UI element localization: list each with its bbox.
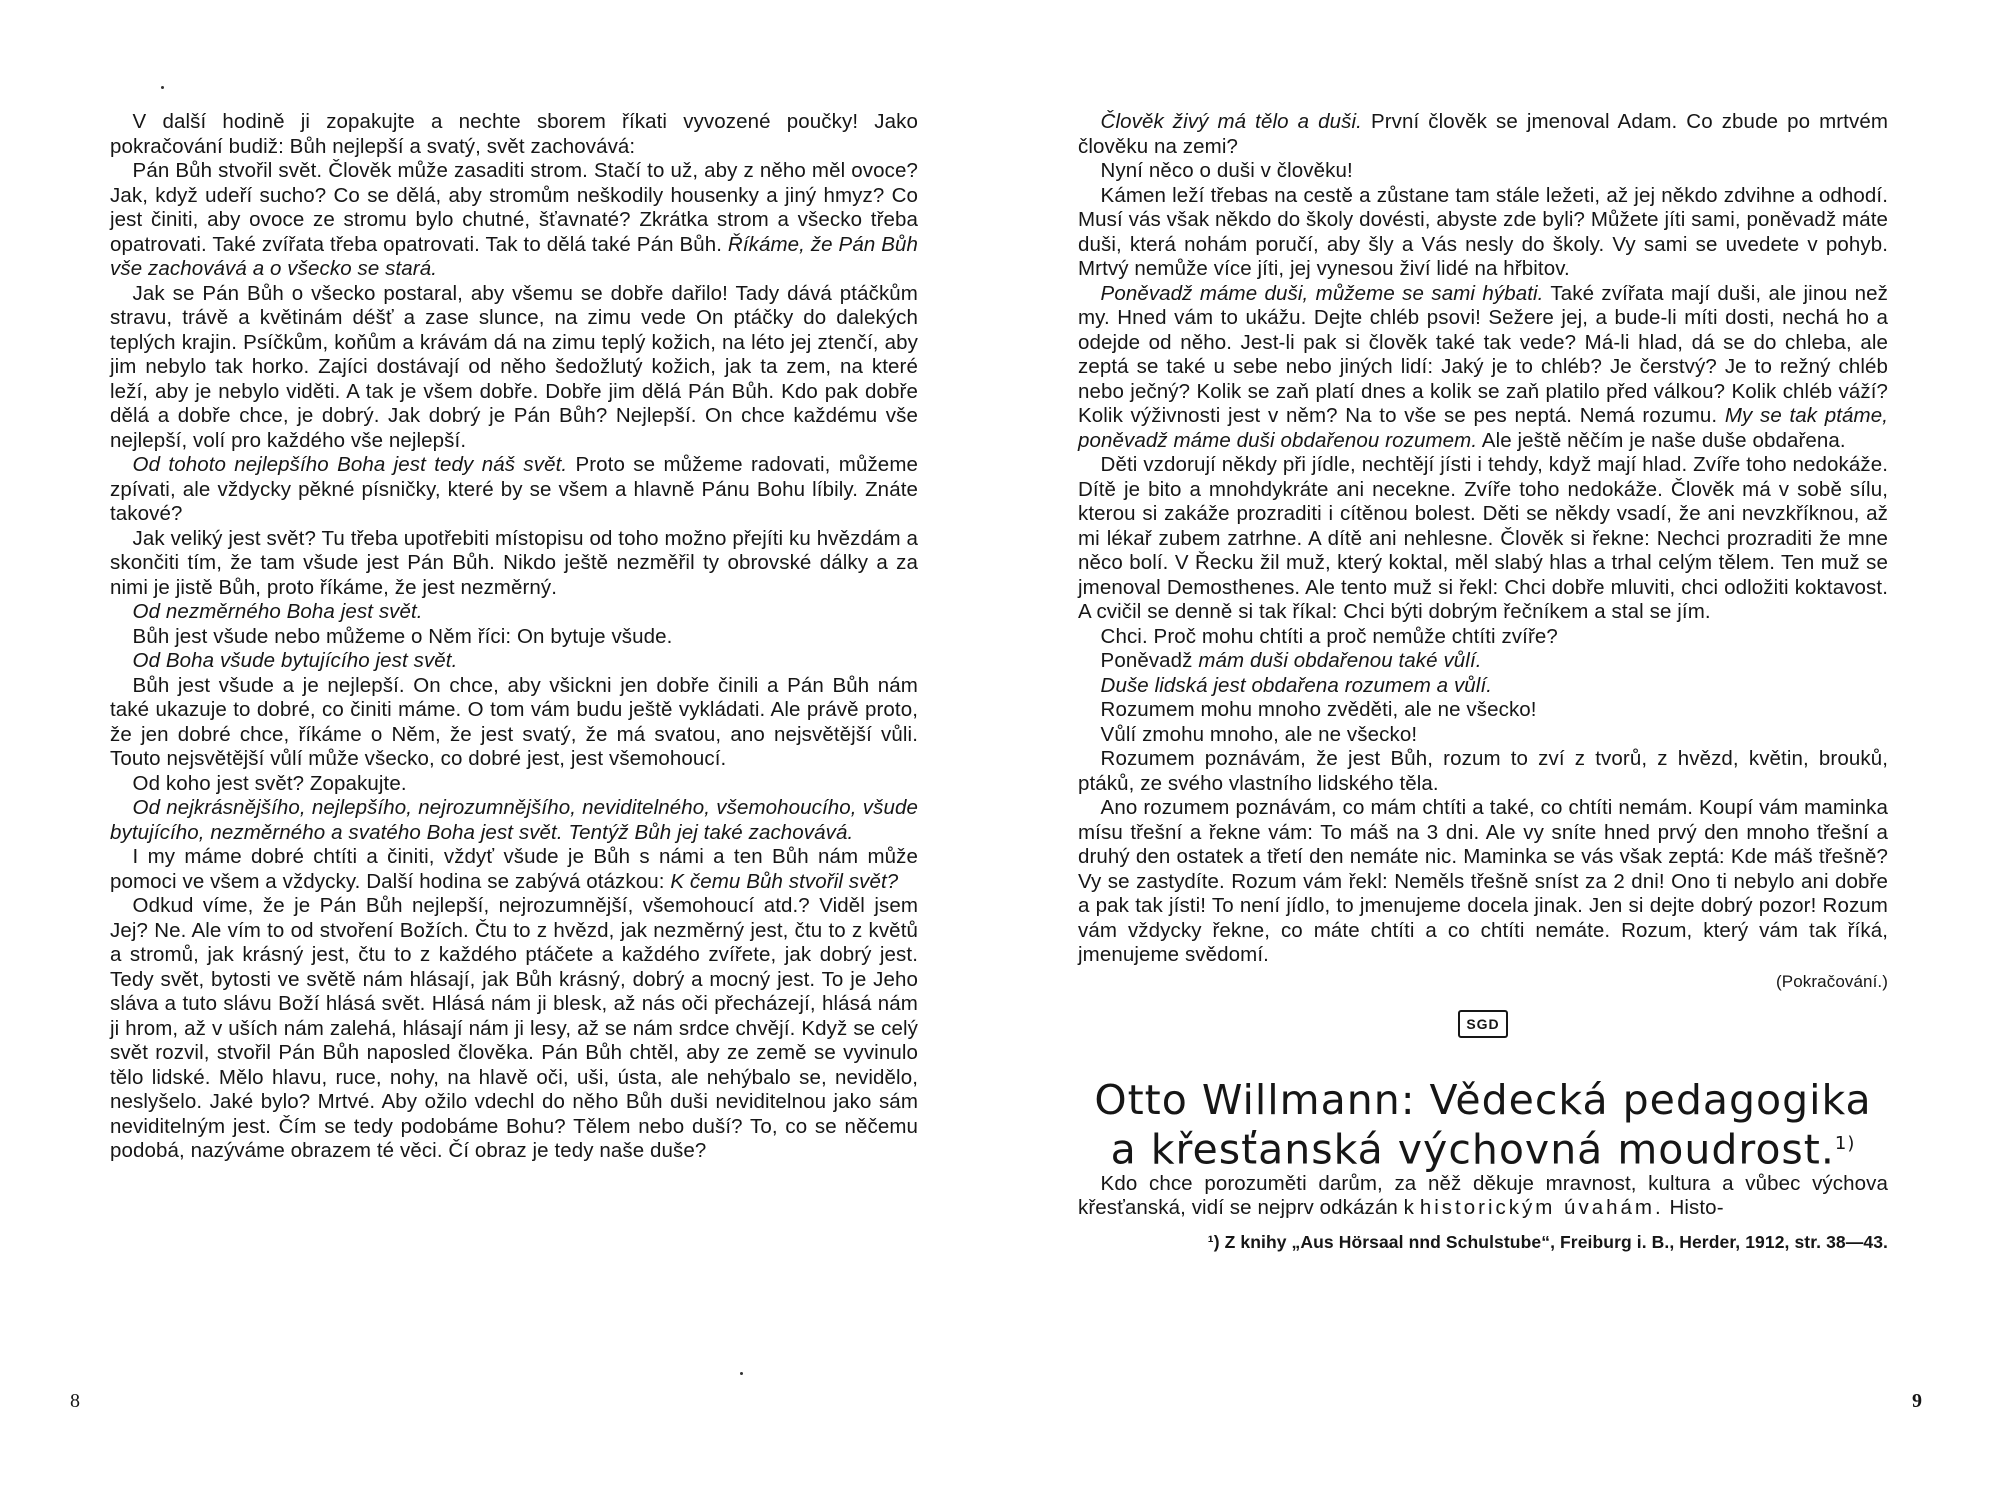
paragraph-text: Od Boha všude bytujícího jest svět.: [132, 649, 458, 672]
ornament-icon: SGD: [1458, 1010, 1508, 1038]
paragraph: [110, 772, 918, 797]
continued-note: (Pokračování.): [1776, 971, 1888, 991]
right-page-column: [1078, 110, 1888, 1253]
article-intro-spaced: historickým úvahám.: [1419, 1196, 1664, 1220]
paragraph-text: Od nezměrného Boha jest svět.: [132, 600, 423, 623]
paragraph-text: Pán Bůh stvořil svět. Člověk může zasaditi strom. Stačí to už, aby z něho měl ovoce? Jak, když udeří sucho? Co se dělá, aby stromům neškodily housenky a jiný hmyz? Co jest činiti, aby ovoce ze stromu bylo chutné, šťavnaté? Zkrátka strom a všecko třeba opatrovati. Také zvířata třeba opatrovati. Tak to dělá také Pán Bůh.: [110, 159, 918, 256]
paragraph-text: Ano rozumem poznávám, co mám chtíti a také, co chtíti nemám. Koupí vám maminka mísu třešní a řekne vám: To máš na 3 dni. Ale vy sníte hned prvý den mnoho třešní a druhý den ostatek a třetí den nemáte nic. Maminka se vás však zeptá: Kde máš třešně? Vy se zastydíte. Rozum vám řekl: Neměls třešně sníst za 2 dni! Ono ti nebylo ani dobře a pak tak jísti! To není jídlo, to jmenujeme docela jinak. Jen si dejte dobrý pozor! Rozum vám vždycky řekne, co máte chtíti a co chtíti nemáte. Rozum, který vám tak říká, jmenujeme svědomí.: [1078, 796, 1888, 966]
paragraph: [1078, 649, 1888, 674]
article-title-line1: Otto Willmann: Vědecká pedagogika: [1094, 1076, 1872, 1124]
paragraph-text: Od koho jest svět? Zopakujte.: [132, 771, 407, 795]
print-speck: [740, 1372, 743, 1375]
paragraph-text: Jak veliký jest svět? Tu třeba upotřebiti místopisu od toho možno přejíti ku hvězdám a skončiti tím, že tam všude jest Pán Bůh. Nikdo ještě nezměřil ty obrovské dálky a za nimi je jistě Bůh, proto říkáme, že jest nezměrný.: [110, 526, 918, 599]
article-intro-end: Histo-: [1663, 1196, 1724, 1220]
paragraph: [1078, 282, 1888, 454]
paragraph-text: Bůh jest všude a je nejlepší. On chce, aby všickni jen dobře činili a Pán Bůh nám také ukazuje to dobré, co činiti máme. O tom vám budu ještě vykládati. Ale právě proto, že jen dobré chce, říkáme o Něm, že jest svatý, že má svatou, ano nejsvětější vůli. Touto nejsvětější vůlí může všecko, co dobré jest, jest všemohoucí.: [110, 673, 918, 770]
paragraph-text: Odkud víme, že je Pán Bůh nejlepší, nejrozumnější, všemohoucí atd.? Viděl jsem Jej? Ne. Ale vím to od stvoření Božích. Čtu to z hvězd, jak nezměrný jest, čtu to z květů a stromů, jak krásný jest, čtu to z každého ptáčete a každého zvířete, jak dobrý jest. Tedy svět, bytosti ve světě nám hlásají, jak Bůh krásný, dobrý a mocný jest. To je Jeho sláva a tuto slávu Boží hlásá svět. Hlásá nám ji blesk, až nás oči přecházejí, hlásá nám ji hrom, až v uších nám zalehá, hlásají nám ji lesy, až se nám srdce chvějí. Když se celý svět rozvil, stvořil Pán Bůh naposled člověka. Pán Bůh chtěl, aby ze země se vyvinulo tělo lidské. Mělo hlavu, ruce, nohy, na hlavě oči, uši, ústa, ale nehýbalo se, nevidělo, neslyšelo. Jaké bylo? Mrtvé. Aby ožilo vdechl do něho Bůh duši neviditelnou jako sám neviditelným jest. Čím se tedy podobáme Bohu? Tělem nebo duší? To, co se něčemu podobá, nazýváme obrazem té věci. Čí obraz je tedy naše duše?: [110, 894, 918, 1162]
italic-tail: My se tak ptáme, poněvadž máme duši obdařenou rozumem.: [1078, 404, 1889, 452]
paragraph-text: Poněvadž: [1100, 649, 1193, 672]
paragraph-text: Děti vzdorují někdy při jídle, nechtějí jísti i tehdy, když mají hlad. Zvíře toho nedokáže. Dítě je bito a mnohdykráte ani necekne. Zvíře toho nedokáže. Člověk má v sobě sílu, kterou si zakáže prozraditi i cítěnou bolest. Děti se někdy vsadí, že ani nevzkříknou, až mi lékař zubem zatrhne. A dítě ani nehlesne. Člověk si řekne: Nechci prozraditi že mne něco bolí. V Řecku žil muž, který koktal, měl slabý hlas a trhal celým tělem. Ten muž se jmenoval Demosthenes. Ale tento muž si řekl: Chci dobře mluviti, chci odložiti koktavost. A cvičil se denně si tak říkal: Chci býti dobrým řečníkem a stal se jím.: [1078, 453, 1888, 623]
paragraph-text: Od nejkrásnějšího, nejlepšího, nejrozumnějšího, neviditelného, všemohoucího, všude bytujícího, nezměrného a svatého Boha jest svět. Tentýž Bůh jej také zachovává.: [110, 796, 918, 844]
paragraph-text: V další hodině ji zopakujte a nechte sborem říkati vyvozené poučky! Jako pokračování budiž: Bůh nejlepší a svatý, svět zachovává:: [110, 110, 918, 158]
left-page-column: [110, 110, 918, 1164]
italic-tail: mám duši obdařenou také vůlí.: [1198, 649, 1482, 672]
paragraph: [110, 845, 918, 894]
paragraph-text: Také zvířata mají duši, ale jinou než my. Hned vám to ukážu. Dejte chléb psovi! Sežere jej, a bude-li míti dosti, nechá ho a odejde od něho. Jest-li pak si člověk také tak vede? Má-li hlad, dá se do chleba, ale zeptá se také u sebe nebo jiných lidí: Jaký je to chléb? Je čerstvý? Je to režný chléb nebo ječný? Kolik se zaň platí dnes a kolik se zaň platilo před válkou? Kolik chléb váží? Kolik výživnosti jest v něm? Na to vše se pes neptá. Nemá rozumu.: [1078, 281, 1889, 427]
paragraph: [1078, 184, 1888, 282]
left-page-number: 8: [70, 1390, 80, 1412]
paragraph: [110, 796, 918, 845]
paragraph: [1078, 747, 1888, 796]
article-title: [1078, 1078, 1888, 1172]
italic-lead: Člověk živý má tělo a duši.: [1100, 110, 1362, 133]
article-intro-text: Kdo chce porozuměti darům, za něž děkuje mravnost, kultura a vůbec výchova křesťanská, vidí se nejprv odkázán k: [1078, 1171, 1888, 1220]
footnote: ¹) Z knihy „Aus Hörsaal nnd Schulstube“, Freiburg i. B., Herder, 1912, str. 38—43.: [1207, 1231, 1888, 1252]
paragraph: [110, 453, 918, 527]
paragraph: [1078, 796, 1888, 968]
paragraph: [110, 159, 918, 282]
paragraph: [110, 600, 918, 625]
paragraph: [1078, 453, 1888, 625]
print-speck: [161, 86, 164, 89]
paragraph-text: Rozumem poznávám, že jest Bůh, rozum to zví z tvorů, z hvězd, květin, brouků, ptáků, ze svého vlastního lidského těla.: [1078, 747, 1888, 795]
paragraph-text: Jak se Pán Bůh o všecko postaral, aby všemu se dobře dařilo! Tady dává ptáčkům stravu, trávě a květinám déšť a zase slunce, na zimu vede On ptáčky do dalekých teplých krajin. Psíčkům, koňům a krávám dá na zimu teplý kožich, na léto jej ztenčí, aby jim nebylo tak horko. Zajíci dostávají od něho šedožlutý kožich, jak ta zem, na které leží, aby je nebylo viděti. A tak je všem dobře. Dobře jim dělá Pán Bůh. Kdo pak dobře dělá a dobře chce, je dobrý. Jak dobrý je Pán Bůh? Nejlepší. On chce každému vše nejlepší, volí pro každého vše nejlepší.: [110, 281, 918, 452]
paragraph-text: Chci. Proč mohu chtíti a proč nemůže chtíti zvíře?: [1100, 624, 1558, 648]
article-intro: [1078, 1172, 1888, 1221]
paragraph: [110, 625, 918, 650]
paragraph-text: Rozumem mohu mnoho zvěděti, ale ne všecko!: [1100, 698, 1537, 721]
paragraph: [110, 110, 918, 159]
paragraph: [1078, 110, 1888, 159]
paragraph: [110, 282, 918, 454]
paragraph: [1078, 674, 1888, 699]
article-title-line2: a křesťanská výchovná moudrost.: [1110, 1125, 1835, 1174]
paragraph-text: Kámen leží třebas na cestě a zůstane tam stále ležeti, až jej někdo zdvihne a odhodí. Musí vás však někdo do školy dovésti, abyste zde byli? Můžete jíti sami, poněvadž máte duši, která nohám poručí, aby šly a Vás nesly do školy. Vy sami se uvedete v pohyb. Mrtvý nemůže více jíti, jej vynesou živí lidé na hřbitov.: [1078, 183, 1888, 280]
paragraph-text: Nyní něco o duši v člověku!: [1100, 159, 1353, 182]
italic-lead: Od tohoto nejlepšího Boha jest tedy náš svět.: [132, 453, 568, 476]
italic-tail: K čemu Bůh stvořil svět?: [670, 869, 899, 893]
paragraph: [110, 649, 918, 674]
paragraph: [1078, 159, 1888, 184]
paragraph-text: Vůlí zmohu mnoho, ale ne všecko!: [1100, 722, 1418, 746]
paragraph-text: První člověk se jmenoval Adam. Co zbude po mrtvém člověku na zemi?: [1078, 110, 1888, 158]
paragraph: [110, 527, 918, 601]
paragraph-text: Duše lidská jest obdařena rozumem a vůlí.: [1100, 673, 1493, 697]
paragraph: [110, 674, 918, 772]
paragraph: [1078, 625, 1888, 650]
paragraph: [1078, 723, 1888, 748]
article-title-note: 1): [1834, 1133, 1856, 1154]
right-page-number: 9: [1912, 1390, 1922, 1412]
paragraph-text: Proto se můžeme radovati, můžeme zpívati, ale vždycky pěkné písničky, které by se všem a hlavně Pánu Bohu líbily. Znáte takové?: [110, 453, 918, 525]
paragraph-tail: Ale ještě něčím je naše duše obdařena.: [1477, 428, 1846, 452]
paragraph-text: Bůh jest všude nebo můžeme o Něm říci: On bytuje všude.: [132, 624, 673, 648]
italic-lead: Poněvadž máme duši, můžeme se sami hýbati.: [1100, 281, 1544, 305]
paragraph: [1078, 698, 1888, 723]
italic-tail: Říkáme, že Pán Bůh vše zachovává a o všecko se stará.: [110, 232, 918, 280]
paragraph-text: I my máme dobré chtíti a činiti, vždyť všude je Bůh s námi a ten Bůh nám může pomoci ve všem a vždycky. Další hodina se zabývá otázkou:: [110, 845, 918, 893]
paragraph: [110, 894, 918, 1164]
